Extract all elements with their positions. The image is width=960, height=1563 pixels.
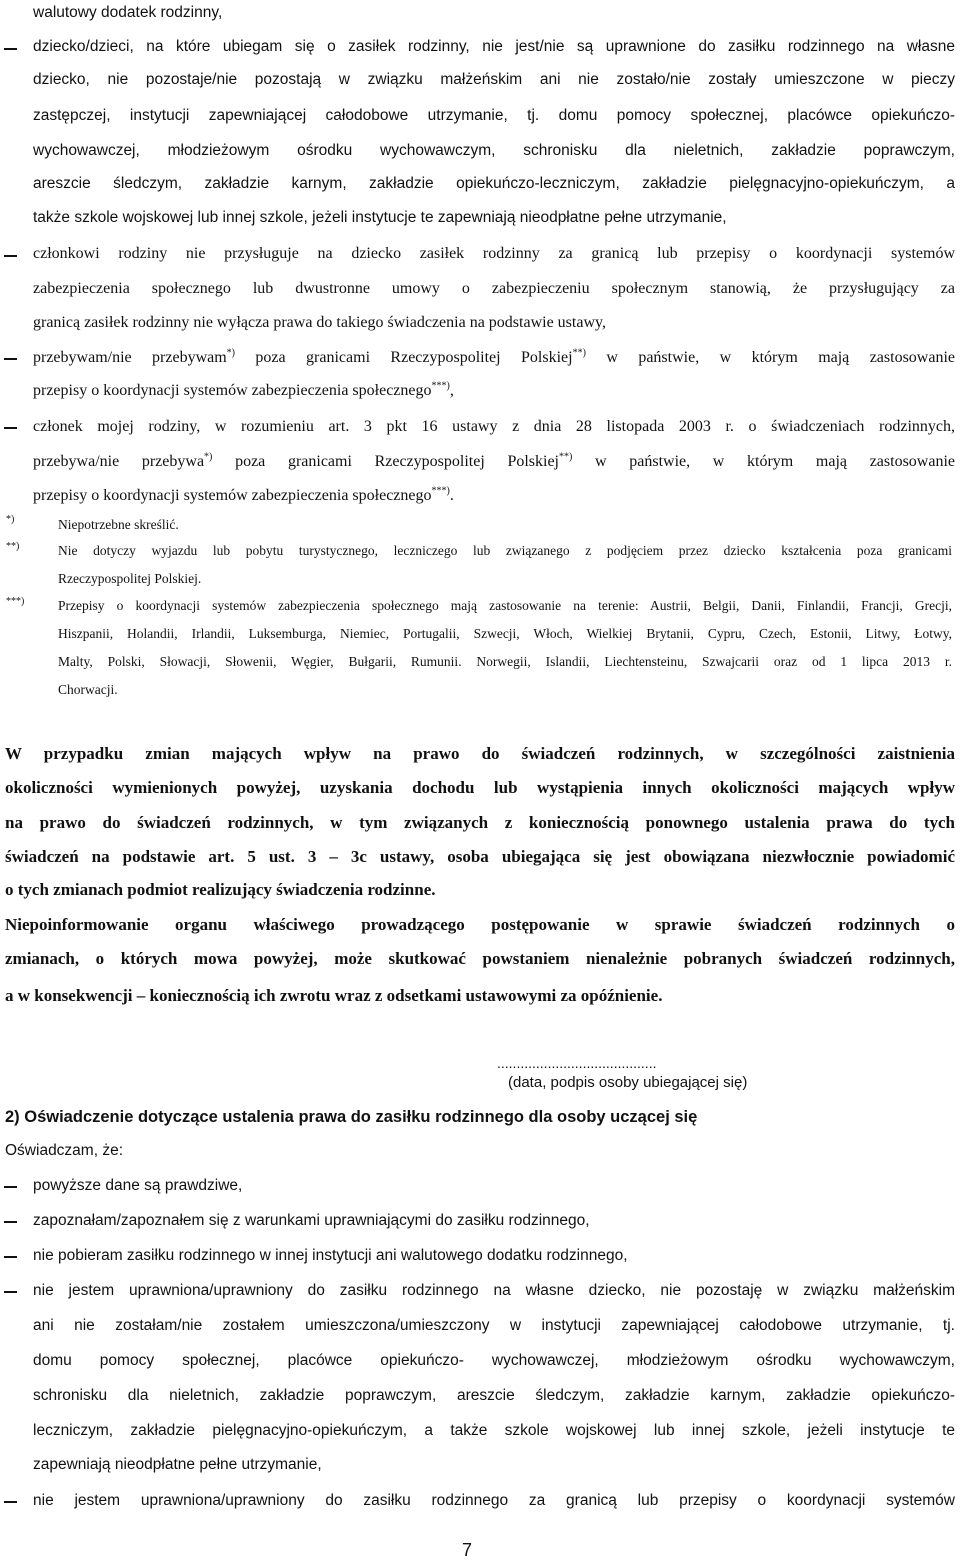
footnote-ref: **) [572,347,586,359]
list-item-line: areszcie śledczym, zakładzie karnym, zakładzie opiekuńczo-leczniczym, zakładzie pielęgnacyjno-opiekuńczym, a [33,175,955,192]
list-item-line: wychowawczej, młodzieżowym ośrodku wychowawczym, schronisku dla nieletnich, zakładzie poprawczym, [33,142,955,159]
list-item-line: granicą zasiłek rodzinny nie wyłącza prawa do takiego świadczenia na podstawie ustawy, [33,314,606,331]
notice-line: na prawo do świadczeń rodzinnych, w tym związanych z koniecznością ponownego ustalenia prawa do tych [5,813,955,832]
list-item-line: zastępczej, instytucji zapewniającej całodobowe utrzymanie, tj. domu pomocy społecznej, placówce opiekuńczo- [33,107,955,124]
footnote-text: Rzeczypospolitej Polskiej. [58,571,202,586]
list-item-line: leczniczym, zakładzie pielęgnacyjno-opiekuńczym, a także szkole wojskowej lub innej szkole, jeżeli instytucje te [33,1422,955,1439]
footnote-ref: ***) [431,485,450,497]
notice-line: a w konsekwencji – koniecznością ich zwrotu wraz z odsetkami ustawowymi za opóźnienie. [5,986,663,1005]
list-item-line: także szkole wojskowej lub innej szkole, jeżeli instytucje te zapewniają nieodpłatne pełne utrzymanie, [33,209,727,226]
list-item-line: przepisy o koordynacji systemów zabezpieczenia społecznego***). [33,485,454,504]
list-item-line: członek mojej rodziny, w rozumieniu art. 3 pkt 16 ustawy z dnia 28 listopada 2003 r. o świadczeniach rodzinnych, [33,418,955,435]
list-item-line: członkowi rodziny nie przysługuje na dziecko zasiłek rodzinny za granicą lub przepisy o koordynacji systemów [33,245,955,262]
list-dash [4,427,17,429]
footnote-ref: ***) [431,380,450,392]
list-item-line: dziecko, nie pozostaje/nie pozostają w związku małżeńskim ani nie zostało/nie zostały umieszczone w pieczy [33,71,955,88]
notice-line: świadczeń na podstawie art. 5 ust. 3 – 3c ustawy, osoba ubiegająca się jest obowiązana niezwłocznie powiadomić [5,847,955,866]
list-dash [4,1186,17,1188]
notice-line: Niepoinformowanie organu właściwego prowadzącego postępowanie w sprawie świadczeń rodzinnych o [5,915,955,934]
list-dash [4,1221,17,1223]
list-item-line: domu pomocy społecznej, placówce opiekuńczo- wychowawczej, młodzieżowym ośrodku wychowawczym, [33,1352,955,1369]
list-item-line: powyższe dane są prawdziwe, [33,1177,243,1194]
list-item-line: przebywa/nie przebywa*) poza granicami Rzeczypospolitej Polskiej**) w państwie, w którym mają zastosowanie [33,451,956,470]
list-dash [4,48,17,50]
list-item-line: nie jestem uprawniona/uprawniony do zasiłku rodzinnego na własne dziecko, nie pozostaję w związku małżeńskim [33,1282,955,1299]
footnote-ref: *) [204,451,213,463]
footnote-ref: *) [226,347,236,359]
list-item-line: schronisku dla nieletnich, zakładzie poprawczym, areszcie śledczym, zakładzie karnym, zakładzie opiekuńczo- [33,1387,955,1404]
footnote-marker: **) [6,541,20,552]
list-dash [4,1256,17,1258]
list-item-line: przepisy o koordynacji systemów zabezpieczenia społecznego***), [33,380,454,399]
footnote-text: Hiszpanii, Holandii, Irlandii, Luksemburga, Niemiec, Portugalii, Szwecji, Włoch, Wielkiej Brytanii, Cypru, Czech, Estonii, Litwy, Łotwy, [58,626,952,641]
notice-line: W przypadku zmian mających wpływ na prawo do świadczeń rodzinnych, w szczególności zaistnienia [5,744,955,763]
list-dash [4,1501,17,1503]
list-item-line: zapewniają nieodpłatne pełne utrzymanie, [33,1456,322,1473]
footnote-ref: **) [559,451,573,463]
footnote-text: Niepotrzebne skreślić. [58,517,179,532]
footnote-marker: *) [6,514,15,525]
notice-line: zmianach, o których mowa powyżej, może skutkować powstaniem nienależnie pobranych świadczeń rodzinnych, [5,949,955,968]
list-item-line: przebywam/nie przebywam*) poza granicami Rzeczypospolitej Polskiej**) w państwie, w którym mają zastosowanie [33,347,956,366]
footnote-text: Malty, Polski, Słowacji, Słowenii, Węgier, Bułgarii, Rumunii. Norwegii, Islandii, Liechtensteinu, Szwajcarii oraz od 1 lipca 2013 r. [58,654,952,669]
footnote-text: Nie dotyczy wyjazdu lub pobytu turystycznego, leczniczego lub związanego z podjęciem przez dziecko kształcenia poza granicami [58,543,952,558]
notice-line: okoliczności wymienionych powyżej, uzyskania dochodu lub wystąpienia innych okoliczności mających wpływ [5,778,955,797]
list-item-line: nie jestem uprawniona/uprawniony do zasiłku rodzinnego za granicą lub przepisy o koordynacji systemów [33,1492,955,1509]
list-item-line: ani nie zostałam/nie zostałem umieszczona/umieszczony w instytucji zapewniającej całodobowe utrzymanie, tj. [33,1317,955,1334]
footnote-text: Przepisy o koordynacji systemów zabezpieczenia społecznego mają zastosowanie na terenie: Austrii, Belgii, Danii, Finlandii, Francji, Grecji, [58,598,952,613]
list-item-continuation: walutowy dodatek rodzinny, [33,4,223,21]
list-dash [4,358,17,360]
section-intro: Oświadczam, że: [5,1142,124,1159]
footnote-text: Chorwacji. [58,682,118,697]
list-item-line: nie pobieram zasiłku rodzinnego w innej instytucji ani walutowego dodatku rodzinnego, [33,1247,628,1264]
footnote-marker: ***) [6,596,25,607]
notice-line: o tych zmianach podmiot realizujący świadczenia rodzinne. [5,880,436,899]
list-dash [4,1291,17,1293]
list-dash [4,255,17,257]
signature-dots: ......................................... [497,1055,657,1071]
signature-caption: (data, podpis osoby ubiegającej się) [508,1074,748,1091]
list-item-line: zabezpieczenia społecznego lub dwustronne umowy o zabezpieczeniu społecznym stanowią, że przysługujący za [33,280,955,297]
page-number: 7 [462,1540,473,1560]
list-item-line: zapoznałam/zapoznałem się z warunkami uprawniającymi do zasiłku rodzinnego, [33,1212,590,1229]
section-heading: 2) Oświadczenie dotyczące ustalenia prawa do zasiłku rodzinnego dla osoby uczącej się [5,1108,698,1126]
list-item-line: dziecko/dzieci, na które ubiegam się o zasiłek rodzinny, nie jest/nie są uprawnione do zasiłku rodzinnego na własne [33,38,955,55]
